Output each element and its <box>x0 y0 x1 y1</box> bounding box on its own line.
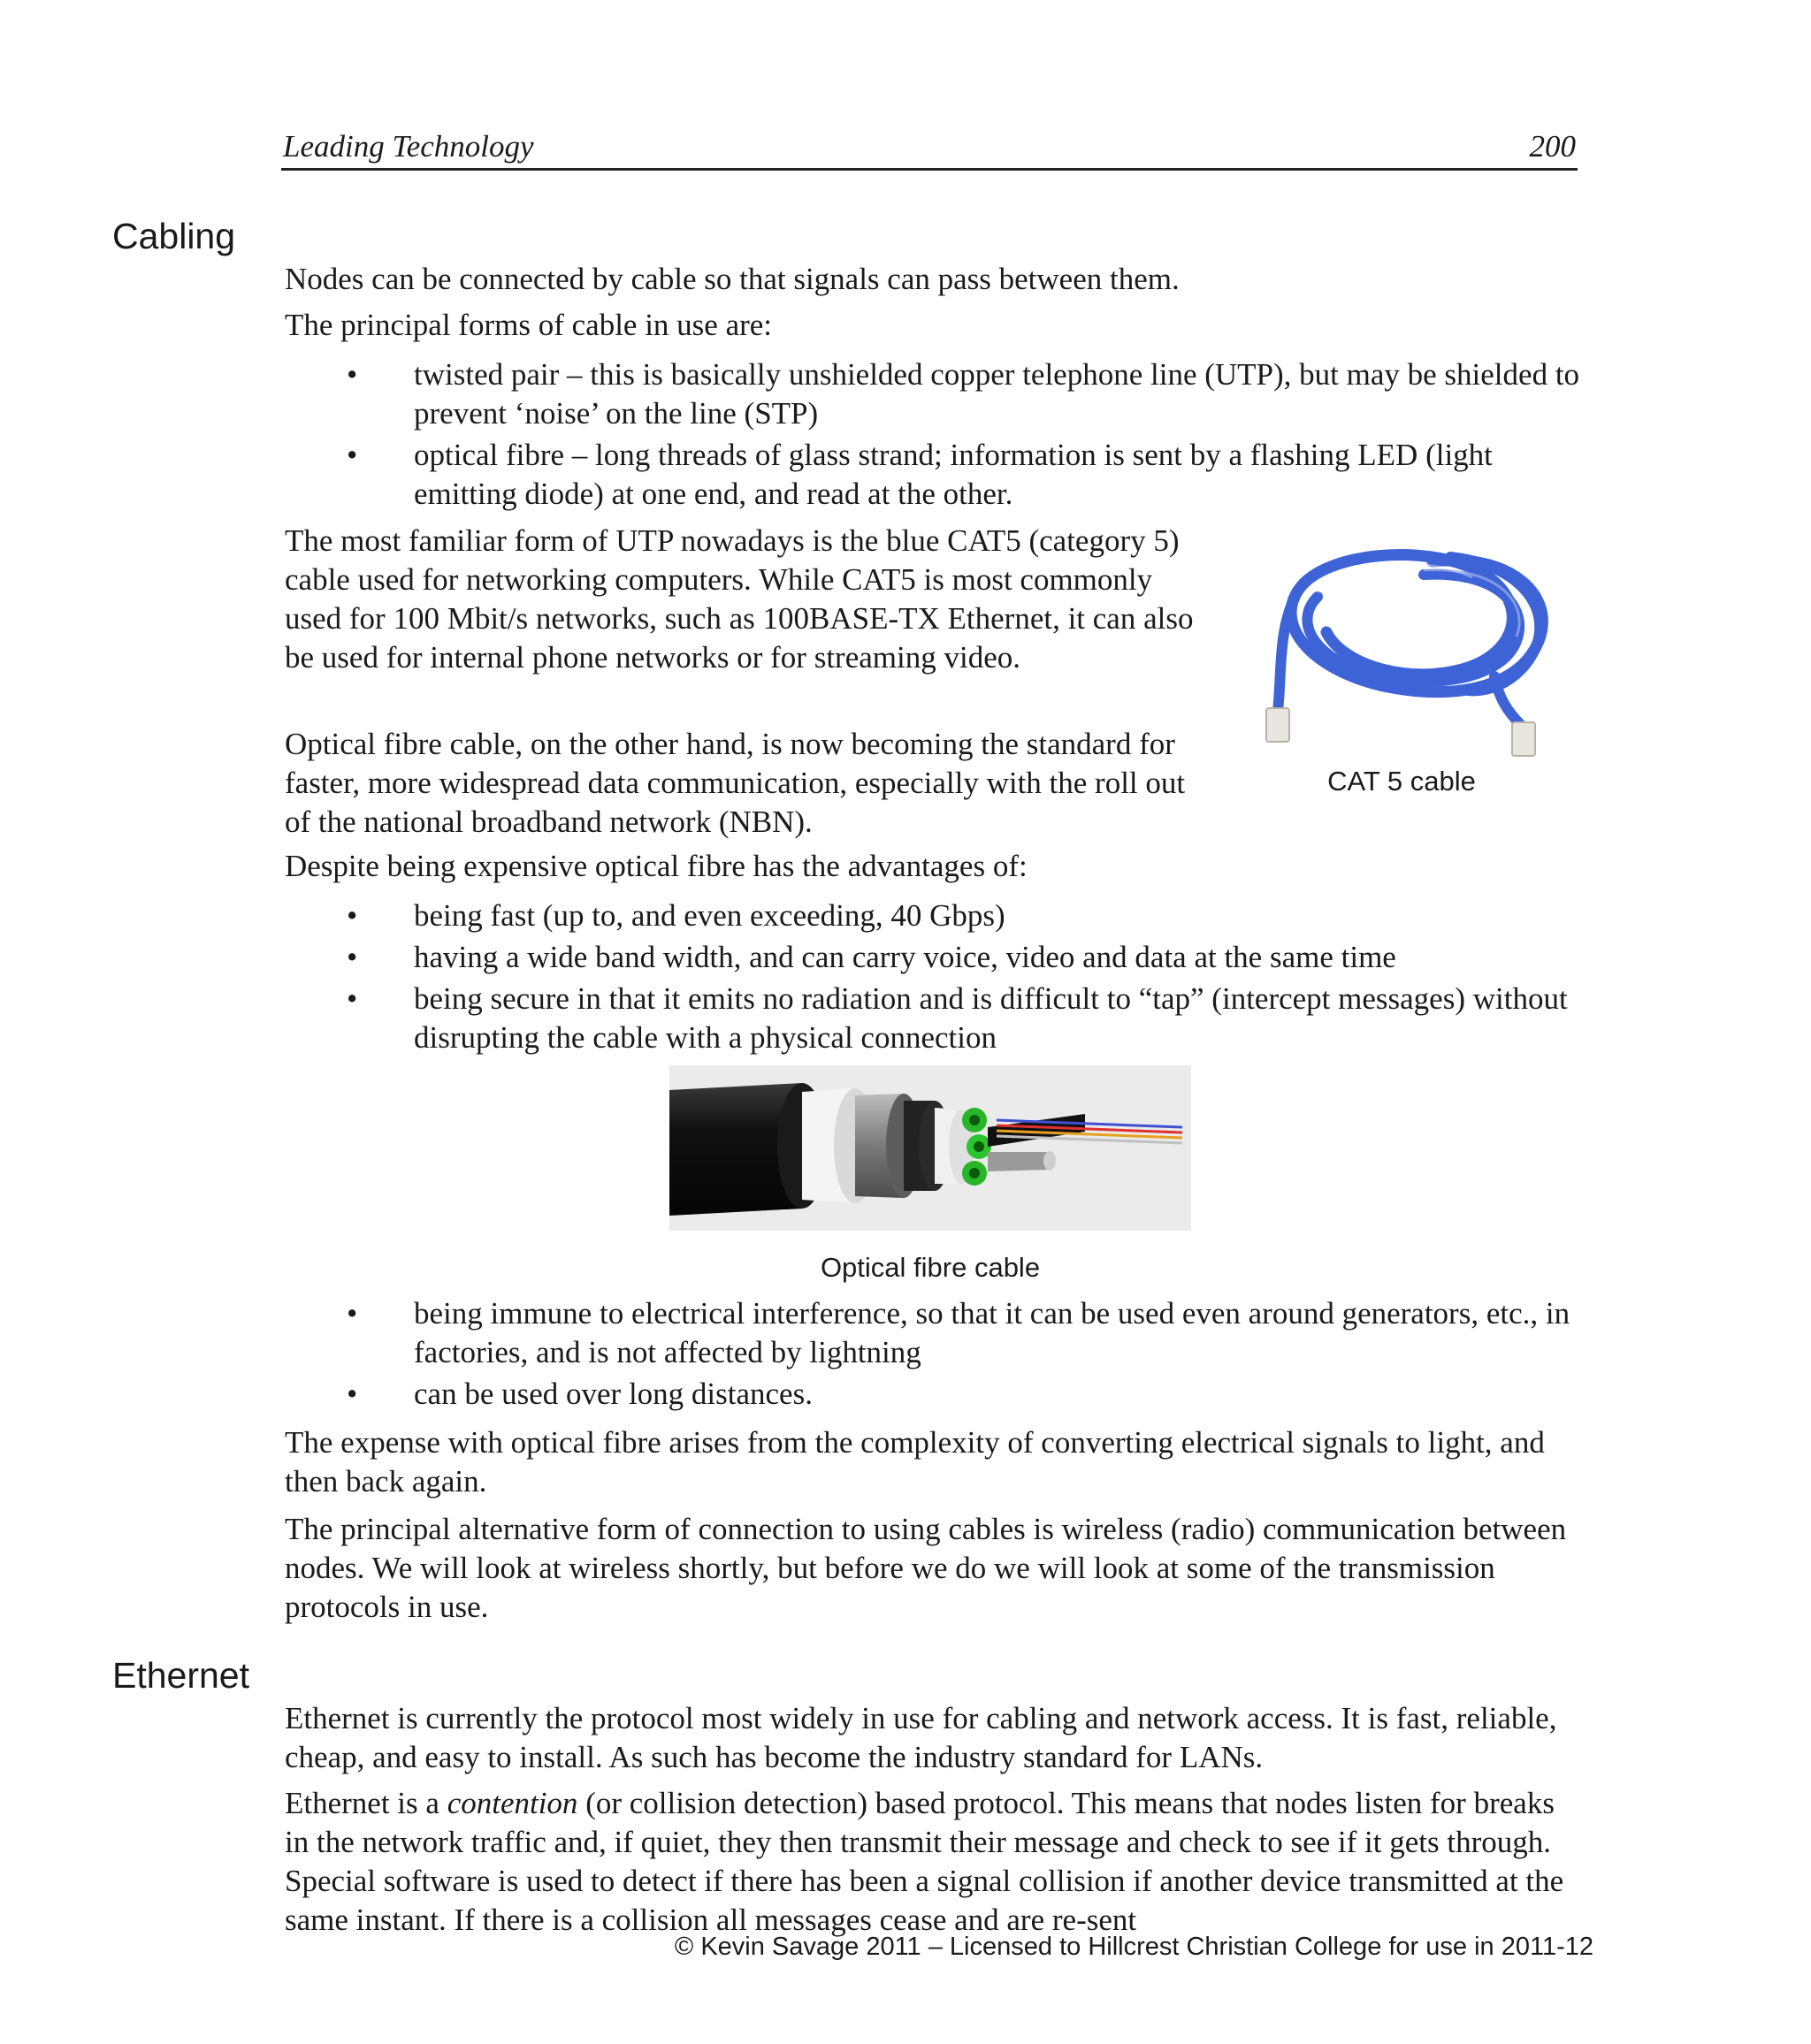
optical-fibre-illustration <box>669 1065 1191 1231</box>
emphasis-contention: contention <box>447 1786 578 1820</box>
ethernet-paragraph-1: Ethernet is currently the protocol most widely in use for cabling and network access. It is fast, reliable, cheap, and easy to install. As such has become the industry standard for LANs. <box>285 1701 1557 1774</box>
fibre-caption: Optical fibre cable <box>820 1252 1041 1283</box>
ethernet-paragraph-2: Ethernet is a contention (or collision detection) based protocol. This means that nodes listen for breaks in the network traffic and, if quiet, they then transmit their message and check to see if it gets through. Special software is used to detect if there has been a signal collision if another device transmitted at the same instant. If there is a collision all messages cease and are re-sent <box>285 1786 1564 1937</box>
copyright-footer: © Kevin Savage 2011 – Licensed to Hillcrest Christian College for use in 2011-12 <box>674 1933 1593 1961</box>
advantages-list-b <box>285 1294 1580 1416</box>
cabling-intro-1: Nodes can be connected by cable so that signals can pass between them. <box>285 262 1180 296</box>
page-number: 200 <box>1529 129 1576 164</box>
rj45-plug-left <box>1266 708 1289 742</box>
cat5-cable-illustration <box>1247 535 1565 765</box>
advantages-intro: Despite being expensive optical fibre has the advantages of: <box>285 849 1028 883</box>
list-item: • being fast (up to, and even exceeding, 40 Gbps) <box>347 898 1005 933</box>
fibre-paragraph: Optical fibre cable, on the other hand, is now becoming the standard for faster, more widespread data communication, especially with the roll out of the national broadband network (NBN). <box>285 727 1186 839</box>
list-item: • can be used over long distances. <box>347 1377 813 1411</box>
running-header <box>281 124 1578 171</box>
section-heading-cabling: Cabling <box>112 216 236 256</box>
section-heading-ethernet: Ethernet <box>112 1655 249 1696</box>
list-item: • having a wide band width, and can carry voice, video and data at the same time <box>347 940 1396 974</box>
book-title: Leading Technology <box>283 129 534 164</box>
rj45-plug-right <box>1512 722 1535 756</box>
wireless-paragraph: The principal alternative form of connection to using cables is wireless (radio) communication between nodes. We will look at wireless shortly, but before we do we will look at some of the transmission protocols in use. <box>285 1512 1567 1624</box>
cable-forms-list <box>285 355 1580 516</box>
cat5-cable-image <box>1247 535 1565 765</box>
list-item: • being secure in that it emits no radiation and is difficult to “tap” (intercept messages) without disrupting the cable with a physical connection <box>347 981 1568 1055</box>
optical-fibre-image <box>669 1065 1191 1231</box>
cat5-paragraph: The most familiar form of UTP nowadays is the blue CAT5 (category 5) cable used for networking computers. While CAT5 is most commonly used for 100 Mbit/s networks, such as 100BASE-TX Ethernet, it can also be used for internal phone networks or for streaming video. <box>285 523 1194 675</box>
list-item: • being immune to electrical interference, so that it can be used even around generators, etc., in factories, and is not affected by lightning <box>347 1296 1570 1369</box>
cabling-intro-2: The principal forms of cable in use are: <box>285 308 773 342</box>
cat5-caption: CAT 5 cable <box>1327 766 1476 797</box>
advantages-list-a <box>285 896 1580 1060</box>
expense-paragraph: The expense with optical fibre arises from the complexity of converting electrical signals to light, and then back again. <box>285 1425 1545 1499</box>
list-item: • optical fibre – long threads of glass strand; information is sent by a flashing LED (light emitting diode) at one end, and read at the other. <box>347 438 1493 511</box>
list-item: • twisted pair – this is basically unshielded copper telephone line (UTP), but may be shielded to prevent ‘noise’ on the line (STP) <box>347 357 1580 431</box>
